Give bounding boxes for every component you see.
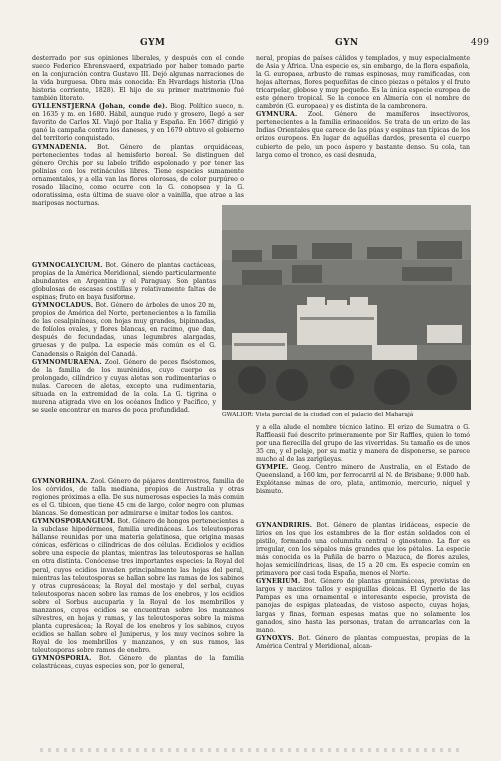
continued-entry: y a ella alude el nombre técnico latino. El erizo de Sumatra o G. Raffleasii fué descrito primeramente por Sir Raffles, quien lo tomó por una fierecilla del grupo de las viverridas. Su tamaño es de unos 35 cm, y el pelaje, por su matiz y manera de disponerse, se parece mucho al de las zarigüeyas. [256, 424, 470, 464]
headword: GYMNOCLADUS. [32, 302, 94, 310]
right-column-top [256, 55, 470, 160]
entry-gymnomuraena: GYMNOMURAENA. Zool. Género de peces fisóstomos, de la familia de los murénidos, cuyo cuerpo es prolongado, cilíndrico y cuyas aletas son rudimentarias o nulas. Carecen de aletas, excepto una rudimentaria, situada en la extremidad de la cola. La G. tigrina o murena atigrada vive en los océanos Índico y Pacífico, y se suele encontrar en mares de poca profundidad. [32, 358, 216, 414]
entry-gymnura: GYMNURA. Zool. Género de mamíferos insectívoros, pertenecientes a la familia erinaceídos. Se trata de un erizo de las Indias Orientales que carece de las púas y espinas tan típicas de los erizos europeos. En lugar de aquéllas dardos, presenta el cuerpo cubierto de pelo, un poco áspero y bastante denso. Su cola, tan larga como el tronco, es casi desnuda, [256, 111, 470, 159]
entry-gymnocladus: GYMNOCLADUS. Bot. Género de árboles de unos 20 m, propios de América del Norte, pertenecientes a la familia de las cesalpiníneas, con hojas muy grandes, bipinnadas, de folíolos ovales, y flores blancas, en racimo, que dan, después de fecundadas, unas legumbres alargadas, gruesas y de pulpa. La especie más común es el G. Canadensis o Raigón del Canadá. [32, 302, 216, 358]
headword: GYMNOCALYCIUM. [32, 262, 103, 269]
left-column-bottom [32, 478, 244, 671]
headword: GYNERIUM. [256, 578, 301, 586]
entry-gymnosporia: GYMNOSPORIA. Bot. Género de plantas de la familia celastráceas, cuyas especies son, por lo general, [32, 655, 244, 671]
headword: GYMNADENIA. [32, 143, 87, 151]
continued-entry: neral, propias de países cálidos y templados, y muy especialmente de Asia y África. Una especie es, sin embargo, de la flora española, la G. europaea, arbusto de ramas espinosas, muy ramificadas, con hojas alternas, flores pequeñitas de cinco piezas o pétalos y el fruto tricarpelar, globoso y muy pequeño. Es la única especie europea de este género tropical. Se la conoce en Almería con el nombre de cambrón (G. europaea) y es distinta de la cambronera. [256, 55, 470, 111]
entry-gymnosporangium: GYMNOSPORANGIUM. Bot. Género de hongos pertenecientes a la subclase hipodérmeos, familia uredináceas. Los teleutosporas hállanse reunidas por una materia gelatinosa, que origina masas cónicas, esféricas o cilíndricas de dos células. Ecidiolos y ecidios sobre una especie de plantas, mientras las teleutosporas se hallan en otra distinta. Conócense tres importantes especies: la Royal del peral, cuyos ecidios invaden principalmente las hojas del peral, mientras las teleutosporas se hallan sobre las ramas de los sabinos y otras cupresáceas; la Royal del mostajo y del serbal, cuyas teleutosporas nacen sobre las ramas de los enebros, y los ecidios sobre el Sorbus aucuparia y la Royal de los membrillos y manzanos, cuyos ecidios se encuentran sobre los manzanos silvestres, en hojas y ramas, y las teleutosporas sobre la misma planta cupresácea; la Royal de los enebros y los sabinos, cuyos ecidios se hallan sobre el Juniperus, y los muy vecinos sobre la Royal de los membrillos y manzanos, y en sus ramos, las teleutosporas sobre ramos de enebro. [32, 518, 245, 654]
entry-gynandriris: GYNANDRIRIS. Bot. Género de plantas iridáceas, especie de lirios en los que los estambres de la flor están soldados con el pistilo, formando una columnita central o ginostemo. La flor es irregular, con los sépalos más grandes que los pétalos. La especie más conocida es la Pañila de barro o Mazuca, de flores azules, hojas semicilíndricas, lisas, de 15 a 20 cm. Es especie común en primavera por casi toda España, menos el Norte. [256, 522, 471, 578]
entry-gyllenstjerna: GYLLENSTJERNA (Johan, conde de). Biog. Político sueco, n. en 1635 y m. en 1680. Hábil, aunque rudo y grosero, llegó a ser favorito de Carlos XI. Viajó por Italia y España. En 1667 dirigió y ganó la campaña contra los daneses, y en 1679 obtuvo el gobierno del territorio conquistado. [32, 103, 244, 143]
entry-gynoxys: GYNOXYS. Bot. Género de plantas compuestas, propias de la América Central y Meridional, alcan- [256, 634, 470, 650]
headword: GYMNURA. [256, 111, 298, 119]
headword: GYLLENSTJERNA (Johan, conde de). [32, 103, 168, 111]
running-header-left: GYM [140, 38, 166, 48]
headword: GYMNOSPORANGIUM. [32, 518, 116, 526]
continued-entry: desterrado por sus opiniones liberales, y después con el conde sueco Federico Ehrensvaerd, expatriado por haber tomado parte en la conjuración contra Gustavo III. Dejó algunas narraciones de la vida burguesa. Obra más conocida: En Hvardags historia (Una historia corriente, 1828). El hijo de su primer matrimonio fué también literato. [32, 55, 244, 103]
right-column-bottom [256, 522, 470, 651]
entry-gynerium: GYNERIUM. Bot. Género de plantas gramináceas, provistas de largos y macizos tallos y espiguillas dioicas. El Gynerio de las Pampas es una ornamental e interesante especie, provista de panojas de espigas plateadas, de vistoso aspecto, cuyas hojas, largas y finas, forman espesas matas que no solamente los ganados, sino hasta las personas, tratan de arrancarlas con la mano. [256, 578, 471, 634]
headword: GYMNOMURAENA. [32, 358, 102, 366]
headword: GYMNOSPORIA. [32, 655, 92, 663]
entry-gympie: GYMPIE. Geog. Centro minero de Australia, en el Estado de Queensland, a 160 km, por ferrocarril al N. de Brisbane; 9.000 hab. Explótanse minas de oro, plata, antimonio, mercurio, níquel y bismuto. [256, 464, 470, 496]
entry-gymnorhina: GYMNORHINA. Zool. Género de pájaros dentirrostros, familia de los córvidos, de talla mediana, propios de Australia y otras regiones próximas a ella. De sus numerosas especies la más común es el G. tibicen, que tiene 45 cm de largo, color negro con plumas blancas. Se domestican por admirarse e imitar todos los cantos. [32, 478, 245, 518]
right-column-mid [256, 424, 470, 496]
running-header-right: GYN [335, 38, 359, 48]
headword: GYMPIE. [256, 464, 289, 472]
headword: GYNOXYS. [256, 634, 294, 642]
headword: GYMNORHINA. [32, 478, 89, 485]
perforation-edge [40, 748, 460, 752]
photo-caption: GWALIOR: Vista parcial de la ciudad con el palacio del Maharajá [222, 412, 414, 418]
headword: GYNANDRIRIS. [256, 522, 313, 529]
page-number: 499 [471, 38, 490, 48]
left-column-top [32, 55, 244, 208]
entry-gymnadenia: GYMNADENIA. Bot. Género de plantas orquidáceas, pertenecientes todas al hemisferio boreal. Se distinguen del género Orchis por su labelo trífido espolonado y por tener las polinias con los retináculos libres. Tiene especies sumamente ornamentales, y a ella van las flores olorosas, de color purpúreo o rosado lilacino, como ocurre con la G. conopsea y la G. odoratissima, esta última de suave olor a vainilla, que atrae a las mariposas nocturnas. [32, 143, 244, 207]
left-column-mid [32, 262, 216, 415]
entry-gymnocalycium: GYMNOCALYCIUM. Bot. Género de plantas cactáceas, propias de la América Meridional, siendo particularmente abundantes en Argentina y el Paraguay. Son plantas globulosas de escasas costillas y relativamente faltas de espinas; fruto en baya fusiforme. [32, 262, 217, 302]
city-photograph [222, 205, 471, 410]
